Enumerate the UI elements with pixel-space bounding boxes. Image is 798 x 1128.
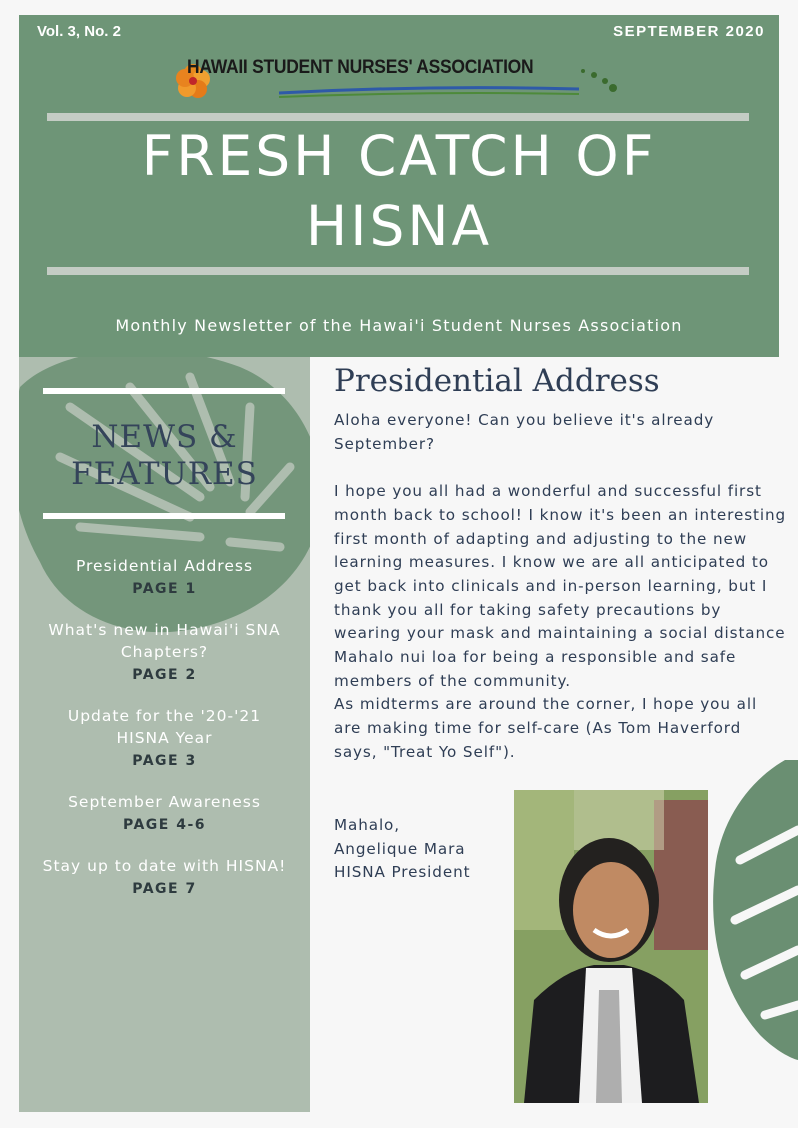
heading-line-2: FEATURES (71, 456, 258, 492)
sidebar-bottom-rule (43, 513, 285, 519)
table-of-contents (19, 555, 310, 919)
title-line-2: HISNA (305, 194, 493, 258)
toc-label: September Awareness (68, 793, 261, 811)
article-paragraph: As midterms are around the corner, I hope you all are making time for self-care (As Tom Haverford says, "Treat Yo Self"). (334, 695, 758, 761)
toc-label: Stay up to date with HISNA! (42, 857, 287, 875)
heading-line-1: NEWS & (91, 419, 238, 455)
newsletter-subtitle: Monthly Newsletter of the Hawai'i Student Nurses Association (115, 316, 683, 335)
hisna-logo (169, 55, 619, 105)
article-paragraph: I hope you all had a wonderful and successful first month back to school! I know it's been an interesting first month of adapting and adjusting to the new learning measures. I know we are all anticipated to get back into clinicals and in-person learning, but I thank you all for taking safety precautions by wearing your mask and maintaining a social distance (334, 482, 787, 643)
signature-block (334, 814, 470, 885)
toc-label: Update for the '20-'21 HISNA Year (67, 707, 262, 747)
toc-page: PAGE 3 (132, 753, 197, 769)
news-features-heading (19, 419, 310, 493)
president-photo (514, 790, 708, 1103)
sidebar-top-rule (43, 388, 285, 394)
article-title: Presidential Address (334, 363, 660, 399)
article-paragraph: Mahalo nui loa for being a responsible and safe members of the community. (334, 648, 737, 690)
sign-name: Angelique Mara (334, 839, 466, 858)
toc-page: PAGE 2 (132, 667, 197, 683)
sign-title: HISNA President (334, 863, 471, 882)
logo-text: HAWAII STUDENT NURSES' ASSOCIATION (187, 57, 534, 78)
title-top-rule (47, 113, 749, 121)
newsletter-header (19, 15, 779, 357)
sign-closing: Mahalo, (334, 816, 400, 834)
toc-label: Presidential Address (75, 557, 254, 575)
news-features-sidebar (19, 357, 310, 1112)
toc-item-update[interactable] (19, 705, 310, 769)
title-line-1: FRESH CATCH OF (141, 124, 657, 188)
toc-page: PAGE 7 (132, 881, 197, 897)
toc-item-chapters[interactable] (19, 619, 310, 683)
toc-item-awareness[interactable] (19, 791, 310, 833)
newsletter-title (19, 121, 779, 261)
article-paragraph: Aloha everyone! Can you believe it's already September? (334, 411, 715, 453)
toc-item-stay-updated[interactable] (19, 855, 310, 897)
toc-page: PAGE 4-6 (122, 817, 207, 833)
title-bottom-rule (47, 267, 749, 275)
toc-label: What's new in Hawai'i SNA Chapters? (48, 621, 281, 661)
volume-label: Vol. 3, No. 2 (37, 23, 121, 40)
issue-date: SEPTEMBER 2020 (613, 23, 765, 40)
article-body (334, 409, 790, 765)
toc-item-presidential-address[interactable] (19, 555, 310, 597)
toc-page: PAGE 1 (132, 581, 197, 597)
